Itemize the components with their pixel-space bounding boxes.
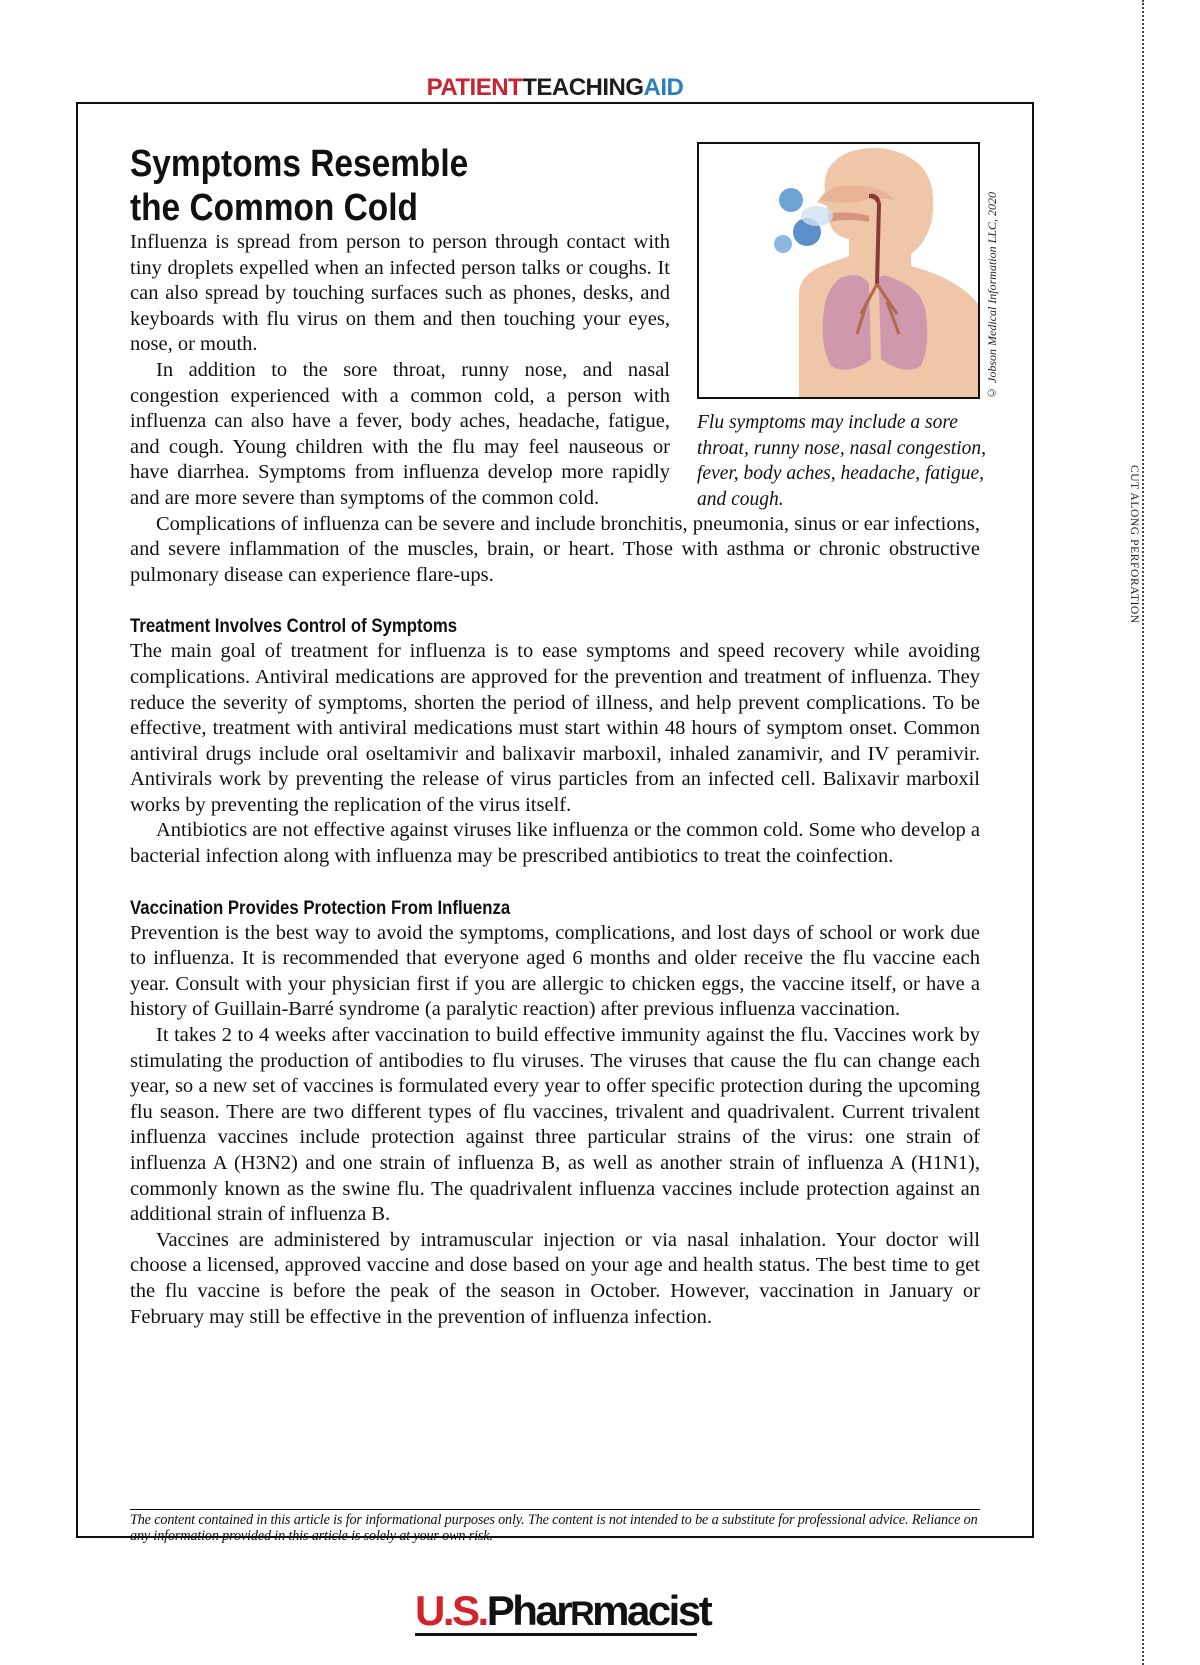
- paragraph-symptoms: In addition to the sore throat, runny nose, and nasal congestion experienced with a common cold, a person with influenza can also have a fever, body aches, headache, fatigue, and cough. Young children with the flu may feel nauseous or have diarrhea. Symptoms from influenza develop more rapidly and are more severe than symptoms of the common cold.: [130, 358, 670, 509]
- paragraph-complications: Complications of influenza can be severe and include bronchitis, pneumonia, sinus or ear infections, and severe inflammation of the muscles, brain, or heart. Those with asthma or chronic obstructive pulmonary disease can experience flare-ups.: [130, 512, 980, 586]
- header-word-teaching: TEACHING: [522, 74, 644, 101]
- article-body: [130, 142, 980, 1330]
- brand-underline: [415, 1633, 697, 1636]
- paragraph-prevention: Prevention is the best way to avoid the symptoms, complications, and lost days of school or work due to influenza. It is recommended that everyone aged 6 months and older receive the flu vaccine each year. Consult with your physician first if you are allergic to chicken eggs, the vaccine itself, or have a history of Guillain-Barré syndrome (a paralytic reaction) after previous influenza vaccination.: [130, 921, 980, 1021]
- article-title-line-1: Symptoms Resemble: [130, 143, 469, 185]
- article-title: [130, 142, 623, 230]
- section-heading-vaccination: Vaccination Provides Protection From Influenza: [130, 896, 511, 919]
- paragraph-administration: Vaccines are administered by intramuscular injection or via nasal inhalation. Your doctor will choose a licensed, approved vaccine and dose based on your age and health status. The best time to get the flu vaccine is before the peak of the season in October. However, vaccination in January or February may still be effective in the prevention of influenza infection.: [130, 1228, 980, 1328]
- brand-us: U.S.: [415, 1587, 487, 1634]
- figure-caption: Flu symptoms may include a sore throat, runny nose, nasal congestion, fever, body aches, headache, fatigue, and cough.: [697, 412, 987, 510]
- cut-along-perforation-label: CUT ALONG PERFORATION: [1128, 465, 1140, 624]
- brand-macist: macist: [592, 1587, 711, 1634]
- paragraph-treatment: The main goal of treatment for influenza is to ease symptoms and speed recovery while avoiding complications. Antiviral medications are approved for the prevention and treatment of influenza. They reduce the severity of symptoms, shorten the period of illness, and help prevent complications. To be effective, treatment with antiviral medications must start within 48 hours of symptom onset. Common antiviral drugs include oral oseltamivir and balixavir marboxil, inhaled zanamivir, and IV peramivir. Antivirals work by preventing the release of virus particles from an infected cell. Balixavir marboxil works by preventing the replication of the virus itself.: [130, 640, 980, 816]
- header-word-aid: AID: [643, 74, 684, 101]
- section-heading-treatment: Treatment Involves Control of Symptoms: [130, 615, 458, 638]
- brand-rx-symbol: R: [570, 1595, 593, 1633]
- article-title-line-2: the Common Cold: [130, 187, 418, 229]
- paragraph-spread: Influenza is spread from person to person through contact with tiny droplets expelled when an infected person talks or coughs. It can also spread by touching surfaces such as phones, desks, and keyboards with flu virus on them and then touching your eyes, nose, or mouth.: [130, 231, 670, 356]
- us-pharmacist-logo: [415, 1587, 711, 1637]
- illustration-copyright: © Jobson Medical Information LLC, 2020: [985, 192, 999, 400]
- paragraph-vaccine-types: It takes 2 to 4 weeks after vaccination to build effective immunity against the flu. Vaccines work by stimulating the production of antibodies to flu viruses. The viruses that cause the flu can change each year, so a new set of vaccines is formulated every year to offer specific protection during the upcoming flu season. There are two different types of flu vaccines, trivalent and quadrivalent. Current trivalent influenza vaccines include protection against three particular strains of the virus: one strain of influenza A (H3N2) and one strain of influenza B, as well as another strain of influenza A (H1N1), commonly known as the swine flu. The quadrivalent influenza vaccines include protection against an additional strain of influenza B.: [130, 1024, 980, 1226]
- disclaimer-text: The content contained in this article is for informational purposes only. The content is not intended to be a substitute for professional advice. Reliance on any information provided in this article is solely at your own risk.: [130, 1512, 978, 1544]
- us-pharmacist-wordmark: [415, 1587, 711, 1636]
- patient-teaching-aid-header: [76, 76, 1034, 100]
- disclaimer-rule: [130, 1509, 980, 1510]
- paragraph-antibiotics: Antibiotics are not effective against viruses like influenza or the common cold. Some who develop a bacterial infection along with influenza may be prescribed antibiotics to treat the coinfection.: [130, 819, 980, 868]
- perforation-line: [1142, 0, 1144, 1665]
- brand-phar: Phar: [486, 1587, 571, 1634]
- header-word-patient: PATIENT: [426, 74, 523, 101]
